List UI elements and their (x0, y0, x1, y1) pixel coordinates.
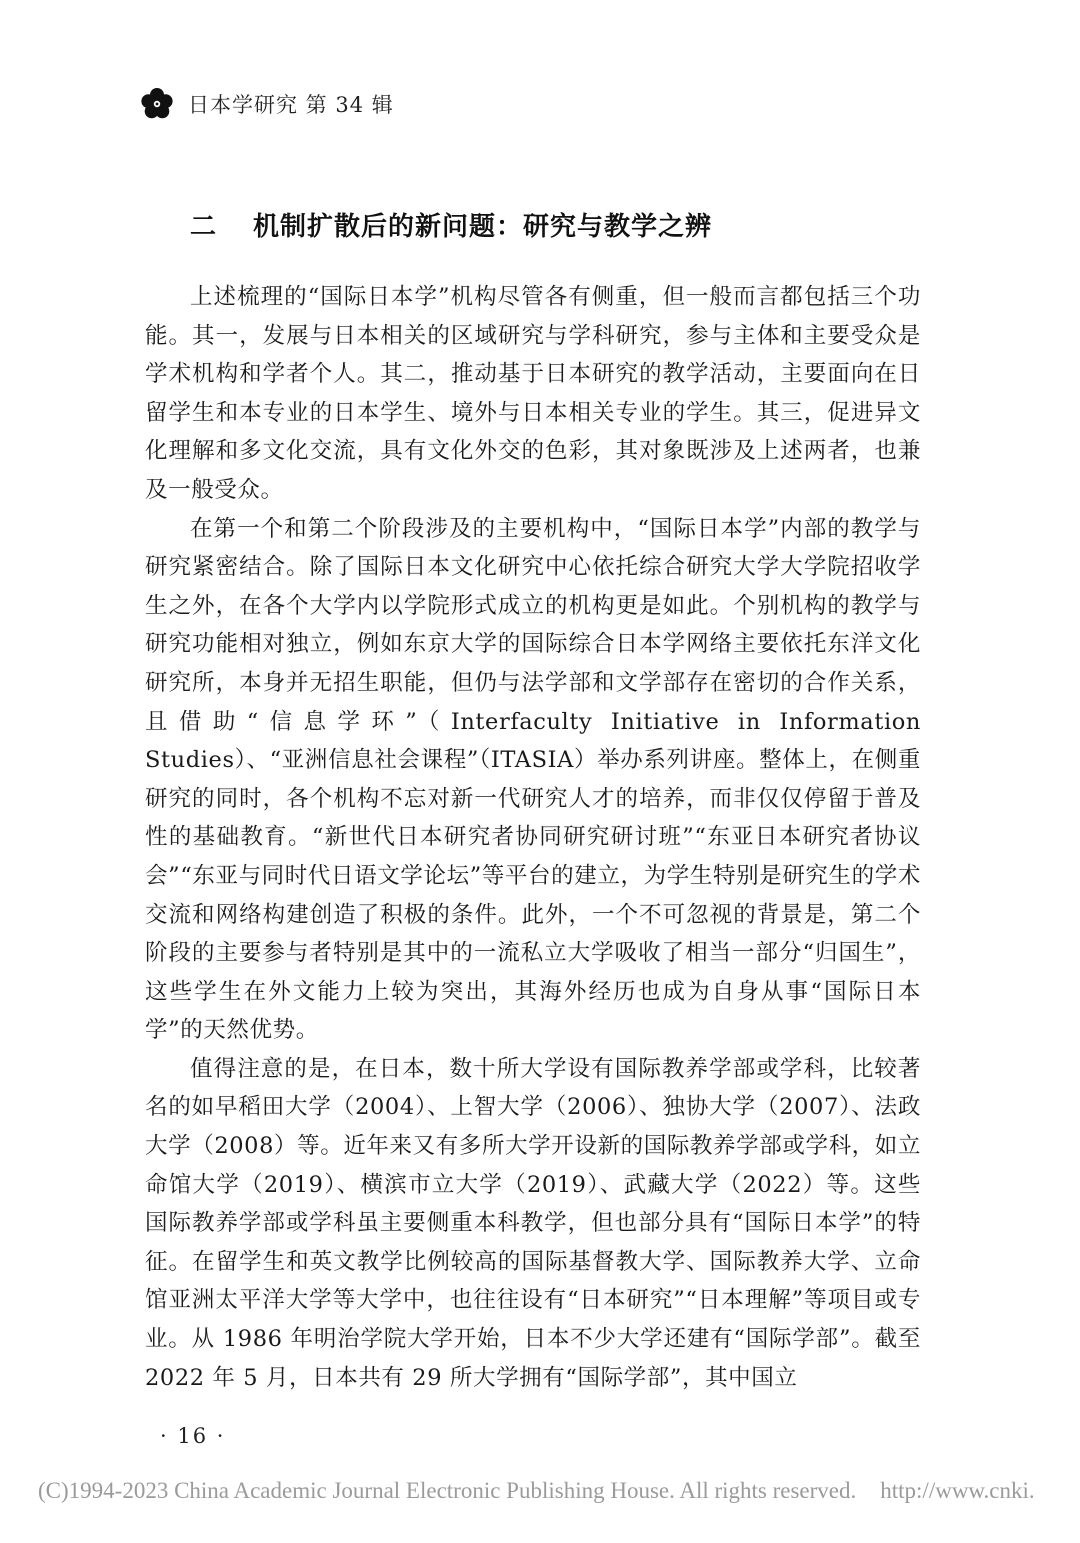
journal-title: 日本学研究 第 34 辑 (188, 93, 394, 117)
copyright-footer (38, 1478, 1035, 1504)
page-number: · 16 · (160, 1424, 226, 1448)
source-url: http://www.cnki. (880, 1478, 1035, 1503)
section-heading (190, 206, 712, 243)
copyright-text: (C)1994-2023 China Academic Journal Electronic Publishing House. All rights reserved. (38, 1478, 857, 1503)
section-number: 二 (190, 212, 218, 242)
flower-icon (140, 87, 174, 121)
section-title: 机制扩散后的新问题：研究与教学之辨 (253, 212, 713, 242)
paragraph-2: 在第一个和第二个阶段涉及的主要机构中，“国际日本学”内部的教学与研究紧密结合。除了国际日本文化研究中心依托综合研究大学大学院招收学生之外，在各个大学内以学院形式成立的机构更是如此。个别机构的教学与研究功能相对独立，例如东京大学的国际综合日本学网络主要依托东洋文化研究所，本身并无招生职能，但仍与法学部和文学部存在密切的合作关系，且借助“信息学环”（Interfaculty Initiative in Information Studies）、“亚洲信息社会课程”（ITASIA）举办系列讲座。整体上，在侧重研究的同时，各个机构不忘对新一代研究人才的培养，而非仅仅停留于普及性的基础教育。“新世代日本研究者协同研究研讨班”“东亚日本研究者协议会”“东亚与同时代日语文学论坛”等平台的建立，为学生特别是研究生的学术交流和网络构建创造了积极的条件。此外，一个不可忽视的背景是，第二个阶段的主要参与者特别是其中的一流私立大学吸收了相当一部分“归国生”，这些学生在外文能力上较为突出，其海外经历也成为自身从事“国际日本学”的天然优势。 (145, 515, 921, 1044)
paragraph-3: 值得注意的是，在日本，数十所大学设有国际教养学部或学科，比较著名的如早稻田大学（2004）、上智大学（2006）、独协大学（2007）、法政大学（2008）等。近年来又有多所大学开设新的国际教养学部或学科，如立命馆大学（2019）、横滨市立大学（2019）、武藏大学（2022）等。这些国际教养学部或学科虽主要侧重本科教学，但也部分具有“国际日本学”的特征。在留学生和英文教学比例较高的国际基督教大学、国际教养大学、立命馆亚洲太平洋大学等大学中，也往往设有“日本研究”“日本理解”等项目或专业。从 1986 年明治学院大学开始，日本不少大学还建有“国际学部”。截至 2022 年 5 月，日本共有 29 所大学拥有“国际学部”，其中国立 (145, 1055, 921, 1391)
paragraph-1: 上述梳理的“国际日本学”机构尽管各有侧重，但一般而言都包括三个功能。其一，发展与日本相关的区域研究与学科研究，参与主体和主要受众是学术机构和学者个人。其二，推动基于日本研究的教学活动，主要面向在日留学生和本专业的日本学生、境外与日本相关专业的学生。其三，促进异文化理解和多文化交流，具有文化外交的色彩，其对象既涉及上述两者，也兼及一般受众。 (145, 284, 921, 503)
running-header (140, 84, 394, 124)
body-text (145, 278, 921, 1397)
